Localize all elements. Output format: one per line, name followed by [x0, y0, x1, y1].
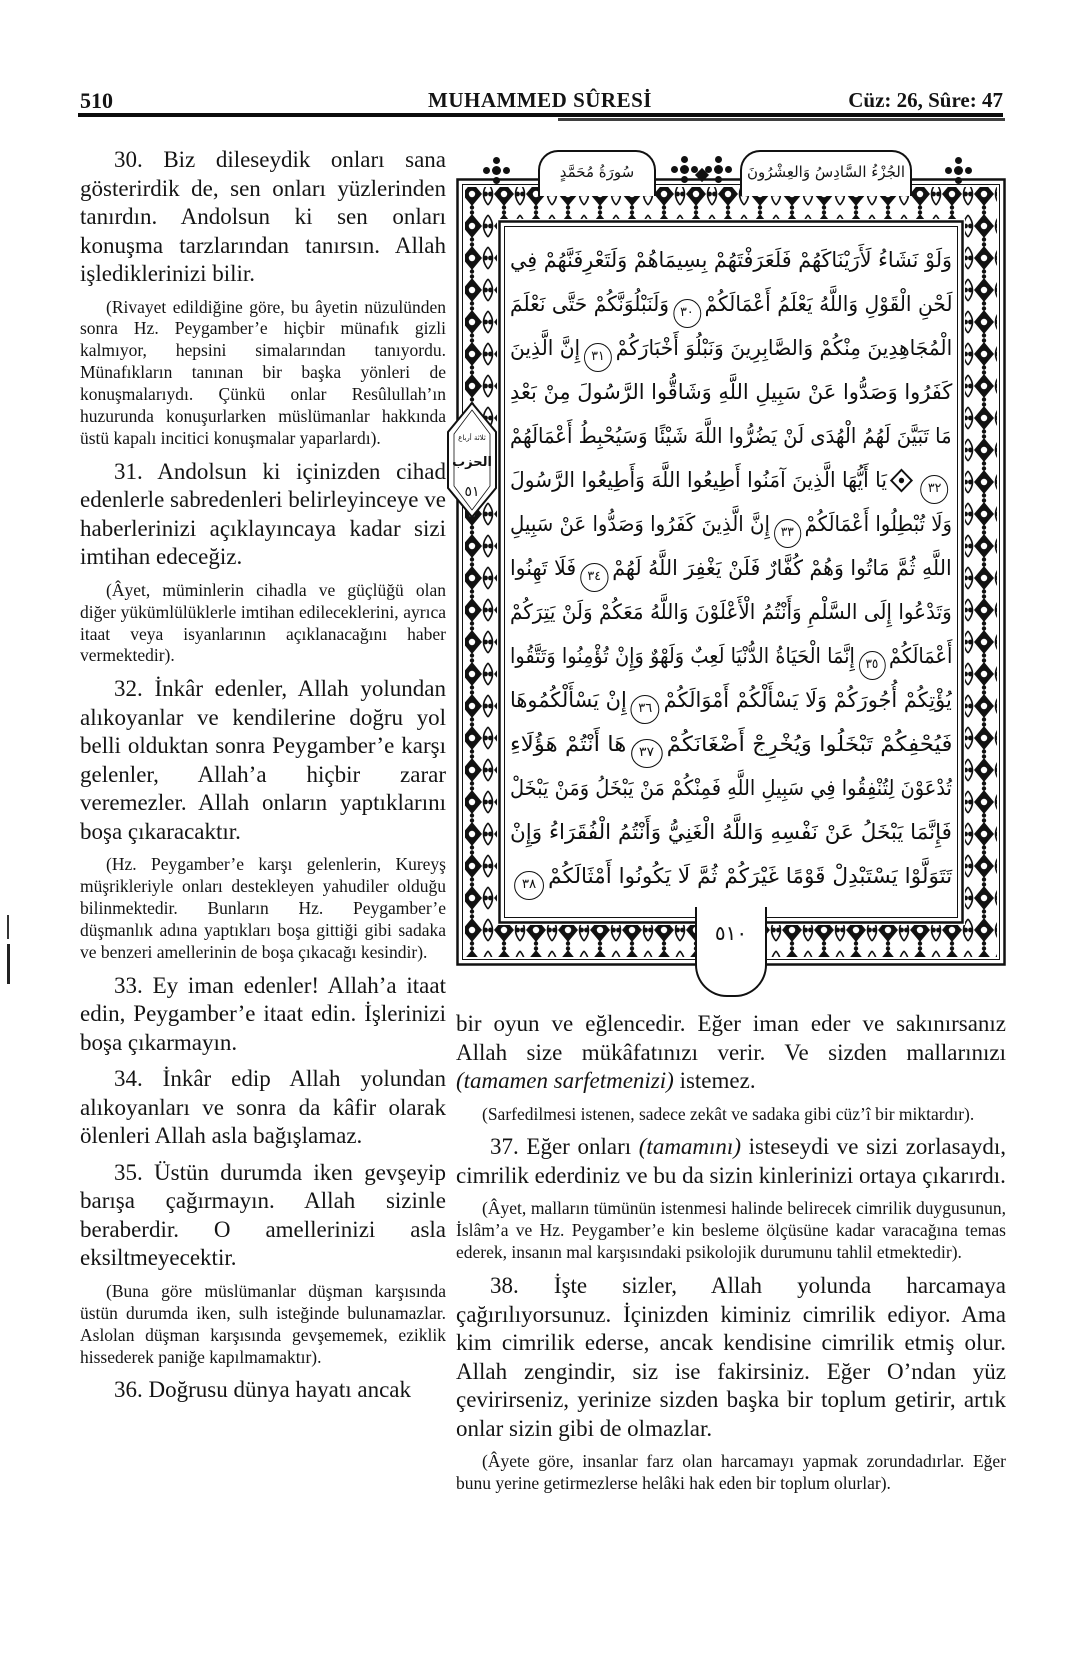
quran-page-number-tab	[695, 907, 767, 997]
quran-line-text	[510, 414, 952, 458]
svg-text:٥١: ٥١	[464, 484, 480, 500]
quran-line-text	[510, 326, 952, 372]
text-run: (Âyet, malların tümünün istenmesi halinde belirecek cimrilik duygusunun, İslâm’a ve Hz. Peygamber’e kin besleme ölçüsüne kadar varacağına temas ederek, insanın mal karşısındaki psikolojik durumunu tahlil etmektedir).	[456, 1198, 1006, 1263]
svg-text:الحزب: الحزب	[452, 455, 492, 470]
left-column	[80, 146, 446, 1413]
verse-paragraph	[80, 458, 446, 572]
commentary-paragraph	[456, 1451, 1006, 1495]
arabic-text-run: لَحْنِ الْقَوْلِ وَاللَّهُ يَعْلَمُ أَعْمَالَكُمْ	[704, 292, 952, 316]
verse-paragraph	[80, 1159, 446, 1273]
quran-line-text	[510, 854, 952, 900]
text-run: isteseydi ve sizi zorlasaydı, cimrilik ederdiniz ve bu da sizin kinlerinizi ortaya çıkarırdı.	[456, 1134, 1006, 1188]
arabic-text-run: اللَّهِ ثُمَّ مَاتُوا وَهُمْ كُفَّارٌ فَلَنْ يَغْفِرَ اللَّهُ لَهُمْ	[612, 556, 952, 580]
header-rule-shadow	[558, 118, 1005, 121]
arabic-text-run: إِنَّمَا الْحَيَاةُ الدُّنْيَا لَعِبٌ وَلَهْوٌ وَإِنْ تُؤْمِنُوا وَتَتَّقُوا	[509, 644, 855, 668]
quran-line	[510, 370, 952, 414]
quran-line-text	[510, 590, 952, 634]
ayah-marker: ٣٨	[514, 871, 544, 900]
text-run: (Buna göre müslümanlar düşman karşısında üstün durumda iken, sulh isteğinde bulunamazlar. Aslolan düşman karşısında gevşememek, eziklik hissederek paniğe kapılmamaktır).	[80, 1280, 446, 1367]
arabic-text-run: تَتَوَلَّوْا يَسْتَبْدِلْ قَوْمًا غَيْرَكُمْ ثُمَّ لَا يَكُونُوا أَمْثَالَكُمْ	[547, 864, 952, 888]
arabic-text-run: كَفَرُوا وَصَدُّوا عَنْ سَبِيلِ اللَّهِ وَشَاقُّوا الرَّسُولَ مِنْ بَعْدِ	[509, 380, 952, 404]
arabic-text-run: تُدْعَوْنَ لِتُنْفِقُوا فِي سَبِيلِ اللَّهِ فَمِنْكُمْ مَنْ يَبْخَلُ وَمَنْ يَبْخَلْ	[510, 776, 952, 800]
quran-line	[510, 678, 952, 722]
quran-text-block	[510, 238, 952, 898]
text-run: (Âyete göre, insanlar farz olan harcamayı yapmak zorundadırlar. Eğer bunu yerine getirmezlerse helâki hak eden bir toplum olurlar).	[456, 1451, 1006, 1494]
text-run: 37. Eğer onları	[490, 1134, 639, 1160]
surah-name-tab: سُورَةُ مُحَمَّدٍ	[538, 150, 656, 196]
ayah-marker: ٣٧	[630, 739, 662, 768]
quran-line-text	[510, 766, 952, 810]
text-run: 31. Andolsun ki içinizden cihad edenlerle sabredenleri belirleyinceye ve haberlerinizi açıklayıncaya kadar sizi imtihan edeceğiz.	[80, 458, 446, 570]
text-run: (Sarfedilmesi istenen, sadece zekât ve sadaka gibi cüz’î bir miktardır).	[482, 1103, 975, 1124]
arabic-text-run: وَلَنَبْلُوَنَّكُمْ حَتَّى نَعْلَمَ	[509, 292, 669, 316]
quran-line-text	[510, 458, 952, 504]
quran-line	[510, 590, 952, 634]
quran-line-text	[510, 238, 952, 282]
quran-line-text	[510, 810, 952, 854]
quran-line-text	[510, 502, 952, 548]
quran-page-image	[452, 150, 1006, 1010]
floral-ornament	[714, 165, 723, 174]
ayah-marker: ٣١	[584, 343, 612, 372]
quran-line	[510, 458, 952, 502]
ayah-marker: ٣٠	[672, 299, 700, 328]
ayah-marker: ٣٦	[631, 695, 660, 724]
text-run: 30. Biz dileseydik onları sana gösterirdik de, sen onları yüzlerinden tanırdın. Andolsun ki sen onları konuşma tarzlarından tanırsın. Allah işlediklerinizi bilir.	[80, 147, 446, 287]
text-run: istemez.	[673, 1068, 756, 1094]
arabic-text-run: وَتَدْعُوا إِلَى السَّلْمِ وَأَنْتُمُ الْأَعْلَوْنَ وَاللَّهُ مَعَكُمْ وَلَنْ يَتِرَكُمْ	[510, 600, 952, 624]
quran-line	[510, 238, 952, 282]
text-run: 36. Doğrusu dünya hayatı ancak	[114, 1377, 412, 1403]
quran-line	[510, 810, 952, 854]
quran-line-text	[510, 678, 952, 724]
commentary-paragraph	[80, 1281, 446, 1369]
verse-paragraph	[80, 1065, 446, 1151]
floral-ornament	[954, 166, 963, 175]
scan-artifact-line	[7, 944, 10, 984]
ayah-marker: ٣٣	[774, 519, 801, 548]
text-run: (Rivayet edildiğine göre, bu âyetin nüzulünden sonra Hz. Peygamber’e hiçbir münafık gizli kalmıyor, hepsini simalarından tanıyordu. Münafıkların tanınan bir başka yönleri de konuşmalarıydı. Çünkü onlar Resûlullah’ın huzurunda konuşurlarken müslümanlar hakkında üstü kapalı incitici konuşmalar yaparlardı).	[80, 296, 446, 448]
verse-paragraph	[80, 146, 446, 289]
quran-line	[510, 634, 952, 678]
floral-ornament	[492, 166, 501, 175]
quran-line	[510, 414, 952, 458]
quran-line-text	[510, 282, 952, 328]
text-run: (Âyet, müminlerin cihadla ve güçlüğü olan diğer yükümlülüklerle imtihan edileceklerini, ayrıca itaat veya isyanlarının açıklanacağını haber vermektedir).	[80, 579, 446, 666]
commentary-paragraph	[456, 1104, 1006, 1126]
ayah-marker: ٣٢	[920, 475, 948, 504]
arabic-text-run: إِنَّ الَّذِينَ كَفَرُوا وَصَدُّوا عَنْ سَبِيلِ	[510, 512, 770, 536]
text-run: 35. Üstün durumda iken gevşeyip barışa çağırmayın. Allah sizinle beraberdir. O amellerinizi asla eksiltmeyecektir.	[80, 1159, 446, 1271]
quran-line	[510, 326, 952, 370]
quran-line	[510, 282, 952, 326]
arabic-text-run: فَإِنَّمَا يَبْخَلُ عَنْ نَفْسِهِ وَاللَّهُ الْغَنِيُّ وَأَنْتُمُ الْفُقَرَاءُ وَإِنْ	[510, 820, 952, 844]
rub-el-hizb-icon	[890, 468, 913, 492]
quran-page-number: ٥١٠	[714, 921, 748, 945]
ayah-marker: ٣٥	[858, 651, 885, 680]
arabic-text-run: أَعْمَالَكُمْ	[888, 644, 952, 668]
quran-line-text	[510, 546, 952, 592]
verse-paragraph	[80, 1376, 446, 1405]
arabic-text-run: إِنَّ الَّذِينَ	[509, 336, 580, 360]
arabic-text-run: هَا أَنْتُمْ هَؤُلَاءِ	[509, 732, 626, 756]
juz-name-tab: الجُزْءُ السَّادِسُ وَالعِشْرُونَ	[740, 150, 912, 196]
verse-paragraph	[456, 1272, 1006, 1443]
arabic-text-run: مَا تَبَيَّنَ لَهُمُ الْهُدَى لَنْ يَضُرُّوا اللَّهَ شَيْئًا وَسَيُحْبِطُ أَعْمَالَهُمْ	[510, 424, 952, 448]
italic-gloss: (tamamını)	[638, 1134, 741, 1160]
commentary-paragraph	[80, 854, 446, 963]
quran-line	[510, 854, 952, 898]
arabic-text-run: فَيُحْفِكُمْ تَبْخَلُوا وَيُخْرِجْ أَضْغَانَكُمْ	[666, 732, 952, 756]
page-number: 510	[80, 88, 113, 113]
scan-artifact-line	[7, 915, 9, 939]
verse-paragraph	[456, 1133, 1006, 1190]
floral-ornament	[680, 165, 689, 174]
ayah-marker: ٣٤	[580, 563, 608, 592]
text-run: 34. İnkâr edip Allah yolundan alıkoyanları ve sonra da kâfir olarak ölenleri Allah asla bağışlamaz.	[80, 1066, 446, 1149]
right-column	[456, 1010, 1006, 1503]
arabic-text-run: إِنْ يَسْأَلْكُمُوهَا	[510, 688, 628, 712]
page-title: MUHAMMED SÛRESİ	[428, 88, 652, 112]
quran-line	[510, 546, 952, 590]
svg-text:ثلاثة أرباع: ثلاثة أرباع	[458, 434, 486, 442]
verse-paragraph	[80, 972, 446, 1058]
quran-line-text	[510, 722, 952, 768]
verse-paragraph	[456, 1010, 1006, 1096]
arabic-text-run: وَلَا تُبْطِلُوا أَعْمَالَكُمْ	[804, 512, 952, 536]
commentary-paragraph	[80, 297, 446, 450]
italic-gloss: (tamamen sarfetmenizi)	[456, 1068, 674, 1094]
arabic-text-run: يَا أَيُّهَا الَّذِينَ آمَنُوا أَطِيعُوا اللَّهَ وَأَطِيعُوا الرَّسُولَ	[509, 468, 887, 492]
arabic-text-run: وَلَوْ نَشَاءُ لَأَرَيْنَاكَهُمْ فَلَعَرَفْتَهُمْ بِسِيمَاهُمْ وَلَتَعْرِفَنَّهُمْ فِي	[509, 248, 952, 272]
arabic-text-run: فَلَا تَهِنُوا	[510, 556, 577, 580]
text-run: (Hz. Peygamber’e karşı gelenlerin, Kureyş müşrikleriyle onları destekleyen yahudiler olduğu bilinmektedir. Bunların Hz. Peygamber’e düşmanlık adına yaptıkları boşa gittiği gibi sadaka ve benzeri amellerinin de boşa çıkacağı kesindir).	[80, 854, 446, 962]
juz-surah-info: Cüz: 26, Sûre: 47	[848, 88, 1003, 112]
text-run: 33. Ey iman edenler! Allah’a itaat edin, Peygamber’e itaat edin. İşlerinizi boşa çıkarmayın.	[80, 972, 446, 1055]
arabic-text-run: يُؤْتِكُمْ أُجُورَكُمْ وَلَا يَسْأَلْكُمْ أَمْوَالَكُمْ	[663, 688, 952, 712]
commentary-paragraph	[456, 1198, 1006, 1264]
arabic-text-run: الْمُجَاهِدِينَ مِنْكُمْ وَالصَّابِرِينَ وَنَبْلُوَ أَخْبَارَكُمْ	[615, 336, 952, 360]
commentary-paragraph	[80, 580, 446, 668]
text-run: bir oyun ve eğlencedir. Eğer iman eder ve sakınırsanız Allah size mükâfatınızı verir. Ve sizden mallarınızı	[456, 1011, 1006, 1065]
hizb-marker	[443, 400, 501, 520]
quran-line	[510, 722, 952, 766]
quran-line-text	[510, 634, 952, 680]
text-run: 38. İşte sizler, Allah yolunda harcamaya çağırılıyorsunuz. İçinizden kiminiz cimrilik ediyor. Ama kim cimrilik ederse, ancak kendisine cimrilik etmiş olur. Allah zengindir, siz ise fakirsiniz. Eğer O’ndan yüz çevirirseniz, yerinize sizden başka bir toplum getirir, artık onlar sizin gibi de olmazlar.	[456, 1273, 1006, 1441]
quran-line	[510, 766, 952, 810]
header-rule	[78, 113, 1003, 117]
text-run: 32. İnkâr edenler, Allah yolundan alıkoyanlar ve kendilerine doğru yol belli olduktan sonra Peygamber’e karşı gelenler, Allah’a hiçbir zarar veremezler. Allah onların yaptıklarını boşa çıkaracaktır.	[80, 676, 446, 844]
quran-line	[510, 502, 952, 546]
quran-line-text	[510, 370, 952, 414]
verse-paragraph	[80, 675, 446, 846]
